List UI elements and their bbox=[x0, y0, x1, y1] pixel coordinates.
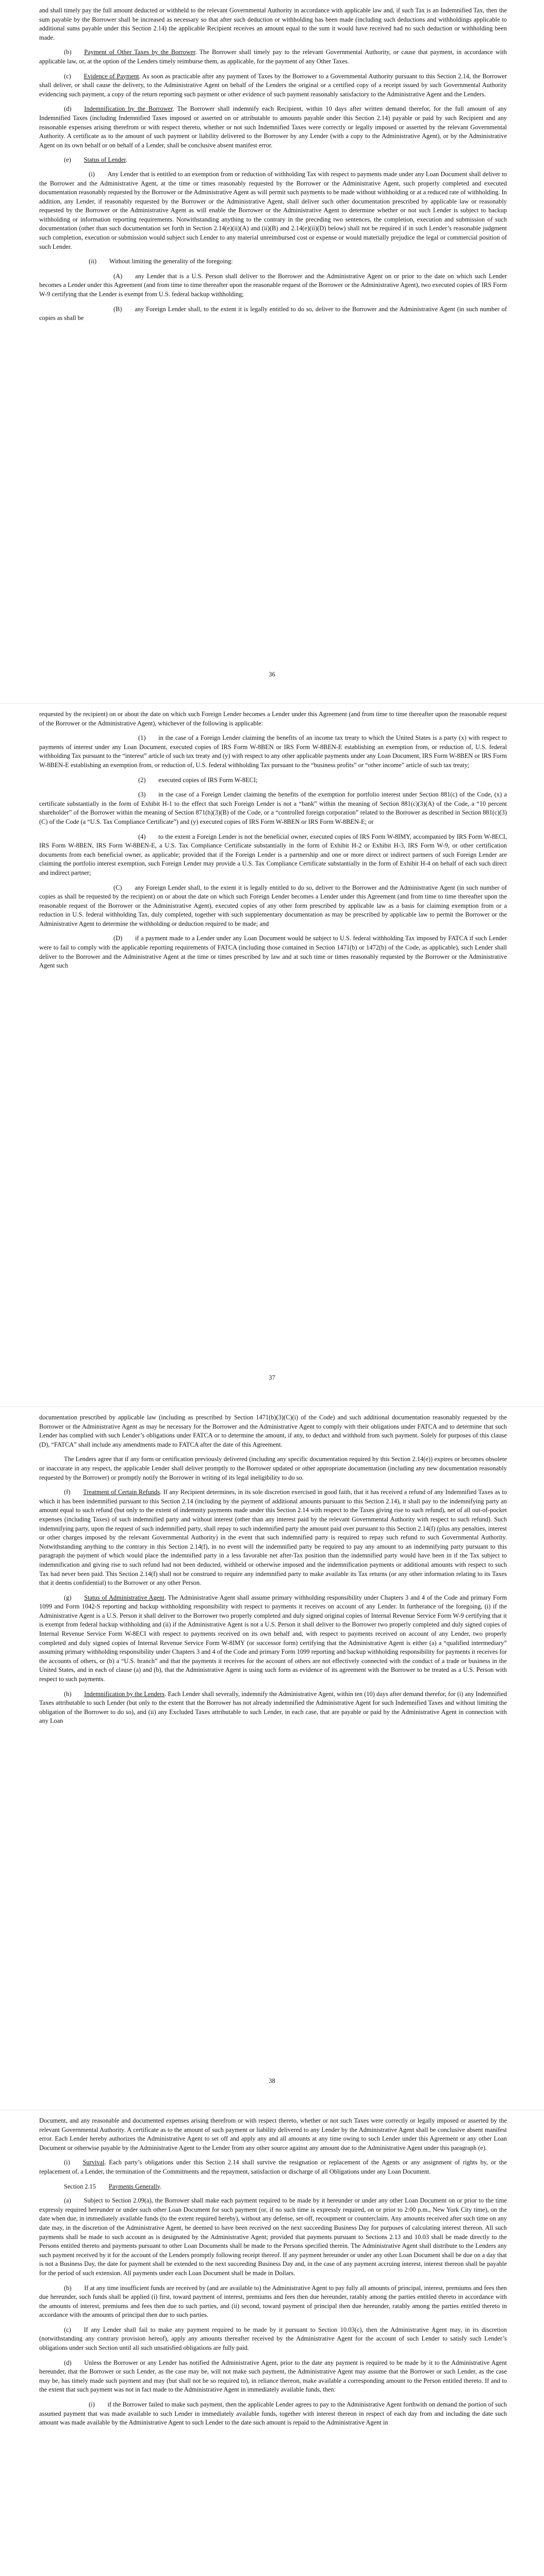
paragraph-b: (b) Payment of Other Taxes by the Borrower. The Borrower shall timely pay to the relevant Governmental Authority, or cause that payment, in accordance with applicable law, or, at the option of the Lenders timely reimburse them, as applicable, for the payment of any Other Taxes. bbox=[39, 48, 507, 65]
page-37 bbox=[0, 703, 544, 1406]
paragraph-d: (d) Indemnification by the Borrower. The Borrower shall indemnify each Recipient, within 10 days after written demand therefor, for the full amount of any Indemnified Taxes (including Indemnified Taxes imposed or asserted on or attributable to amounts payable under this Section 2.14) payable or paid by such Recipient and any reasonable expenses arising therefrom or with respect thereto, whether or not such Indemnified Taxes were correctly or legally imposed or asserted by the relevant Governmental Authority. A certificate as to the amount of such payment or liability delivered to the Borrower by any Lender (with a copy to the Administrative Agent), or by the Administrative Agent on its own behalf or on behalf of a Lender, shall be conclusive absent manifest error. bbox=[39, 105, 507, 149]
section-heading: Status of Administrative Agent bbox=[84, 1594, 164, 1601]
paragraph-d: (d) Unless the Borrower or any Lender has notified the Administrative Agent, prior to the date any payment is required to be made by it to the Administrative Agent hereunder, that the Borrower or such Lender, as the case may be, will not make such payment, the Administrative Agent may assume that the Borrower or such Lender, as the case may be, has timely made such payment and may (but shall not be so required to), in reliance thereon, make available a corresponding amount to the Person entitled thereto. If and to the extent that such payment was not in fact made to the Administrative Agent in immediately available funds, then: bbox=[39, 2359, 507, 2394]
paragraph-2: (2) executed copies of IRS Form W-8ECI; bbox=[138, 776, 258, 784]
paragraph-1: (1) in the case of a Foreign Lender claiming the benefits of an income tax treaty to which the United States is a party (x) with respect to payments of interest under any Loan Document, executed copies of IRS Form W-8BEN or IRS Form W-8BEN-E establishing an exemption from, or reduction of, U.S. federal withholding Tax pursuant to the “interest” article of such tax treaty and (y) with respect to any other applicable payments under any Loan Document, IRS Form W-8BEN or IRS Form W-8BEN-E establishing an exemption from, or reduction of, U.S. federal withholding Tax pursuant to the “business profits” or “other income” article of such tax treaty; bbox=[39, 734, 507, 769]
paragraph: The Lenders agree that if any form or certification previously delivered (including any specific documentation required by this Section 2.14(e)) expires or becomes obsolete or inaccurate in any respect, the applicable Lender shall deliver promptly to the Borrower updated or other appropriate documentation (including any new documentation reasonably requested by the Borrower) or promptly notify the Borrower in writing of its legal ineligibility to do so. bbox=[39, 1455, 507, 1481]
paragraph-e-ii-a: (A) any Lender that is a U.S. Person shall deliver to the Borrower and the Administrative Agent on or prior to the date on which such Lender becomes a Lender under this Agreement (and from time to time thereafter upon the reasonable request of the Borrower or the Administrative Agent), two executed copies of IRS Form W-9 certifying that the Lender is exempt from U.S. federal backup withholding; bbox=[39, 272, 507, 298]
paragraph-e: (e) Status of Lender. bbox=[64, 156, 127, 164]
paragraph-e-ii-b: (B) any Foreign Lender shall, to the extent it is legally entitled to do so, deliver to the Borrower and the Administrative Agent (in such number of copies as shall be bbox=[39, 305, 507, 322]
section-heading: Payment of Other Taxes by the Borrower bbox=[84, 48, 195, 56]
section-heading-2-15: Section 2.15 Payments Generally. bbox=[64, 2182, 162, 2190]
page-39 bbox=[0, 2110, 544, 2576]
section-heading: Indemnification by the Lenders bbox=[84, 1690, 165, 1698]
paragraph-c: (c) If any Lender shall fail to make any payment required to be made by it pursuant to Section 10.03(c), then the Administrative Agent may, in its discretion (notwithstanding any contrary provision hereof), apply any amounts thereafter received by the Administrative Agent for the account of such Lender to satisfy such Lender’s obligations under such Section until all such unsatisfied obligations are fully paid. bbox=[39, 2326, 507, 2352]
paragraph-e-i: (i) Any Lender that is entitled to an exemption from or reduction of withholding Tax with respect to payments made under any Loan Document shall deliver to the Borrower and the Administrative Agent, at the time or times reasonably requested by the Borrower or the Administrative Agent, such properly completed and executed documentation reasonably requested by the Borrower or the Administrative Agent as will permit such payments to be made without withholding or at a reduced rate of withholding. In addition, any Lender, if reasonably requested by the Borrower or the Administrative Agent, shall deliver such other documentation prescribed by applicable law or reasonably requested by the Borrower or the Administrative Agent as will enable the Borrower or the Administrative Agent to determine whether or not such Lender is subject to backup withholding or information reporting requirements. Notwithstanding anything to the contrary in the preceding two sentences, the completion, execution and submission of such documentation (other than such documentation set forth in Section 2.14(e)(ii)(A) and (ii)(B) and 2.14(e)(ii)(D) below) shall not be required if in such Lender’s reasonable judgment such completion, execution or submission would subject such Lender to any material unreimbursed cost or expense or would materially prejudice the legal or commercial position of such Lender. bbox=[39, 170, 507, 250]
section-heading: Treatment of Certain Refunds bbox=[83, 1488, 160, 1496]
page-38 bbox=[0, 1406, 544, 2110]
paragraph-e-ii: (ii) Without limiting the generality of the foregoing: bbox=[89, 258, 233, 265]
paragraph-c: (c) Evidence of Payment. As soon as practicable after any payment of Taxes by the Borrower to a Governmental Authority pursuant to this Section 2.14, the Borrower shall deliver, or shall cause the delivery, to the Administrative Agent on behalf of the Lenders the original or a certified copy of a receipt issued by such Governmental Authority evidencing such payment, a copy of the return reporting such payment or other evidence of such payment reasonably satisfactory to the Administrative Agent and the Lenders. bbox=[39, 72, 507, 98]
paragraph-i: (i) Survival. Each party’s obligations under this Section 2.14 shall survive the resignation or replacement of the Agents or any assignment of rights by, or the replacement of, a Lender, the termination of the Commitments and the repayment, satisfaction or discharge of all Obligations under any Loan Document. bbox=[39, 2159, 507, 2175]
page-number: 38 bbox=[269, 2077, 275, 2084]
paragraph: Document, and any reasonable and documented expenses arising therefrom or with respect thereto, whether or not such Taxes were correctly or legally imposed or asserted by the relevant Governmental Authority. A certificate as to the amount of such payment or liability delivered to any Lender by the Administrative Agent shall be conclusive absent manifest error. Each Lender hereby authorizes the Administrative Agent to set off and apply any and all amounts at any time owing to such Lender under this Agreement or any other Loan Document or otherwise payable by the Administrative Agent to the Lender from any other source against any amount due to the Administrative Agent under this paragraph (e). bbox=[39, 2117, 507, 2151]
section-heading: Status of Lender bbox=[84, 156, 126, 164]
section-heading: Indemnification by the Borrower bbox=[84, 105, 173, 113]
paragraph: and shall timely pay the full amount deducted or withheld to the relevant Governmental Authority in accordance with applicable law and, if such Tax is an Indemnified Tax, then the sum payable by the Borrower shall be increased as necessary so that after such deduction or withholding has been made (including such deductions and withholdings applicable to additional sums payable under this Section 2.14) the applicable Recipient receives an amount equal to the sum it would have received had no such deduction or withholding been made. bbox=[39, 7, 507, 41]
paragraph-3: (3) in the case of a Foreign Lender claiming the benefits of the exemption for portfolio interest under Section 881(c) of the Code, (x) a certificate substantially in the form of Exhibit H-1 to the effect that such Foreign Lender is not a “bank” within the meaning of Section 881(c)(3)(A) of the Code, a “10 percent shareholder” of the Borrower within the meaning of Section 871(h)(3)(B) of the Code, or a “controlled foreign corporation” related to the Borrower as described in Section 881(c)(3)(C) of the Code (a “U.S. Tax Compliance Certificate”) and (y) executed copies of IRS Form W-8BEN or IRS Form W-8BEN-E; or bbox=[39, 791, 507, 825]
paragraph-c: (C) any Foreign Lender shall, to the extent it is legally entitled to do so, deliver to the Borrower and the Administrative Agent (in such number of copies as shall be requested by the recipient) on or about the date on which such Foreign Lender becomes a Lender under this Agreement (and from time to time thereafter upon the reasonable request of the Borrower or the Administrative Agent), executed copies of any other form prescribed by applicable law as a basis for claiming exemption from or a reduction in U.S. federal withholding Tax, duly completed, together with such supplementary documentation as may be prescribed by applicable law to permit the Borrower or the Administrative Agent to determine the withholding or deduction required to be made; and bbox=[39, 884, 507, 927]
paragraph-a: (a) Subject to Section 2.09(a), the Borrower shall make each payment required to be made by it hereunder or under any other Loan Document on or prior to the time expressly required hereunder or under such other Loan Document for such payment (or, if no such time is expressly required, on or prior to 2:00 p.m., New York City time), on the date when due, in immediately available funds (to the extent required hereby), without any defense, set-off, recoupment or counterclaim. Any amounts received after such time on any date may, in the discretion of the Administrative Agent, be deemed to have been received on the next succeeding Business Day for purposes of calculating interest thereon. All such payments shall be made to such account as is designated by the Administrative Agent; provided that payments pursuant to Sections 2.13 and 10.03 shall be made directly to the Persons entitled thereto and payments pursuant to other Loan Documents shall be made to the Persons specified therein. The Administrative Agent shall distribute to the Lenders any such payment received by it for the account of the Lenders promptly following receipt thereof. If any payment hereunder or under any other Loan Document shall be due on a day that is not a Business Day, the date for payment shall be extended to the next succeeding Business Day and, in the case of any payment accruing interest, interest thereon shall be payable for the period of such extension. All payments under each Loan Document shall be made in Dollars. bbox=[39, 2197, 507, 2277]
paragraph-d-i: (i) if the Borrower failed to make such payment, then the applicable Lender agrees to pay to the Administrative Agent forthwith on demand the portion of such assumed payment that was made available to such Lender in immediately available funds, together with interest thereon in respect of each day from and including the date such amount was made available by the Administrative Agent to such Lender to the date such amount is repaid to the Administrative Agent in bbox=[39, 2401, 507, 2427]
paragraph: documentation prescribed by applicable law (including as prescribed by Section 1471(b)(3)(C)(i) of the Code) and such additional documentation reasonably requested by the Borrower or the Administrative Agent as may be necessary for the Borrower and the Administrative Agent to comply with their obligations under FATCA and to determine that such Lender has complied with such Lender’s obligations under FATCA or to determine the amount, if any, to deduct and withhold from such payment. Solely for purposes of this clause (D), “FATCA” shall include any amendments made to FATCA after the date of this Agreement. bbox=[39, 1414, 507, 1448]
paragraph: requested by the recipient) on or about the date on which such Foreign Lender becomes a Lender under this Agreement (and from time to time thereafter upon the reasonable request of the Borrower or the Administrative Agent), whichever of the following is applicable: bbox=[39, 710, 507, 727]
paragraph-d: (D) if a payment made to a Lender under any Loan Document would be subject to U.S. federal withholding Tax imposed by FATCA if such Lender were to fail to comply with the applicable reporting requirements of FATCA (including those contained in Section 1471(b) or 1472(b) of the Code, as applicable), such Lender shall deliver to the Borrower and the Administrative Agent at the time or times prescribed by law and at such time or times reasonably requested by the Borrower or the Administrative Agent such bbox=[39, 935, 507, 970]
paragraph-4: (4) to the extent a Foreign Lender is not the beneficial owner, executed copies of IRS Form W-8IMY, accompanied by IRS Form W-8ECI, IRS Form W-8BEN, IRS Form W-8BEN-E, a U.S. Tax Compliance Certificate substantially in the form of Exhibit H-2 or Exhibit H-3, IRS Form W-9, or other certification documents from each beneficial owner, as applicable; provided that if the Foreign Lender is a partnership and one or more direct or indirect partners of such Foreign Lender are claiming the portfolio interest exemption, such Foreign Lender may provide a U.S. Tax Compliance Certificate substantially in the form of Exhibit H-4 on behalf of each such direct and indirect partner; bbox=[39, 833, 507, 876]
paragraph-b: (b) If at any time insufficient funds are received by (and are available to) the Administrative Agent to pay fully all amounts of principal, interest, premiums and fees then due hereunder, such funds shall be applied (i) first, toward payment of interest, premiums and fees then due hereunder, ratably among the parties entitled thereto in accordance with the amounts of interest, premiums and fees then due to such parties, and (ii) second, toward payment of principal then due hereunder, ratably among the parties entitled thereto in accordance with the amounts of principal then due to such parties. bbox=[39, 2284, 507, 2319]
page-number: 36 bbox=[269, 671, 275, 678]
section-heading: Payments Generally bbox=[108, 2182, 160, 2190]
page-36 bbox=[0, 0, 544, 703]
paragraph-f: (f) Treatment of Certain Refunds. If any Recipient determines, in its sole discretion exercised in good faith, that it has received a refund of any Indemnified Taxes as to which it has been indemnified pursuant to this Section 2.14 (including by the payment of additional amounts pursuant to this Section 2.14), it shall pay to the indemnifying party an amount equal to such refund (but only to the extent of indemnity payments made under this Section 2.14 with respect to the Taxes giving rise to such refund), net of all out-of-pocket expenses (including Taxes) of such indemnified party and without interest (other than any interest paid by the relevant Governmental Authority with respect to such refund). Such indemnifying party, upon the request of such indemnified party, shall repay to such indemnified party the amount paid over pursuant to this Section 2.14(f) (plus any penalties, interest or other charges imposed by the relevant Governmental Authority) in the event that such indemnified party is required to repay such refund to such Governmental Authority. Notwithstanding anything to the contrary in this Section 2.14(f), in no event will the indemnified party be required to pay any amount to an indemnifying party pursuant to this paragraph the payment of which would place the indemnified party in a less favorable net after-Tax position than the indemnified party would have been in if the Tax subject to indemnification and giving rise to such refund had not been deducted, withheld or otherwise imposed and the indemnification payments or additional amounts with respect to such Tax had never been paid. This Section 2.14(f) shall not be construed to require any indemnified party to make available its Tax returns (or any other information relating to its Taxes that it deems confidential) to the Borrower or any other Person. bbox=[39, 1488, 507, 1587]
section-heading: Evidence of Payment bbox=[84, 72, 139, 80]
section-heading: Survival bbox=[83, 2159, 105, 2166]
paragraph-h: (h) Indemnification by the Lenders. Each Lender shall severally, indemnify the Administrative Agent, within ten (10) days after demand therefor, for (i) any Indemnified Taxes attributable to such Lender (but only to the extent that the Borrower has not already indemnified the Administrative Agent for such Indemnified Taxes and without limiting the obligation of the Borrower to do so), and (ii) any Excluded Taxes attributable to such Lender, in each case, that are payable or paid by the Administrative Agent in connection with any Loan bbox=[39, 1690, 507, 1725]
paragraph-g: (g) Status of Administrative Agent. The Administrative Agent shall assume primary withholding responsibility under Chapters 3 and 4 of the Code and primary Form 1099 and Form 1042-S reporting and backup withholding responsibility with respect to payments it receives on account of any Lender. In furtherance of the foregoing, (i) if the Administrative Agent is a U.S. Person it shall deliver to the Borrower two properly completed and duly signed original copies of Internal Revenue Service Form W-9 certifying that it is exempt from federal backup withholding and (ii) if the Administrative Agent is not a U.S. Person it shall deliver to the Borrower two properly completed and duly signed copies of Internal Revenue Service Form W-8ECI with respect to payments received on its own behalf and, with respect to payments received on account of any Lender, two properly completed and duly signed copies of Internal Revenue Service Form W-8IMY (or successor form) certifying that the Administrative Agent is either (a) a “qualified intermediary” assuming primary withholding responsibility under Chapters 3 and 4 of the Code and primary Form 1099 reporting and backup withholding responsibility for payments it receives for the accounts of others, or (b) a “U.S. branch” and that the payments it receives for the account of others are not effectively connected with the conduct of a trade or business in the United States, and in each of clause (a) and (b), that the Administrative Agent is using such form as evidence of its agreement with the Borrower to be treated as a U.S. Person with respect to such payments. bbox=[39, 1594, 507, 1683]
page-number: 37 bbox=[269, 1374, 275, 1381]
